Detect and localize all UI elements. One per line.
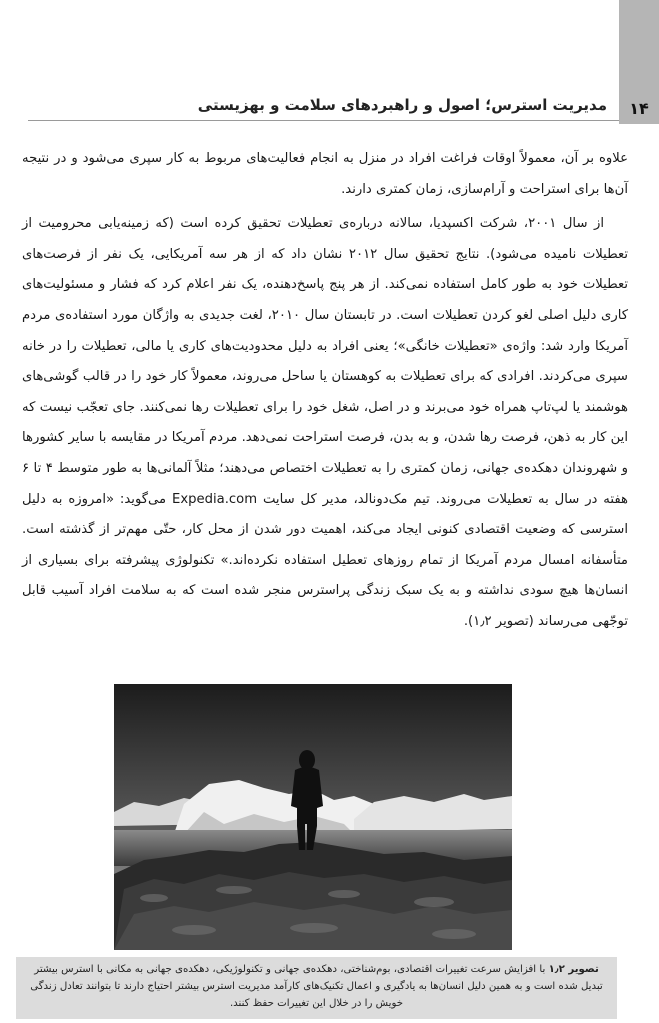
person-on-rocks-icebergs-image (114, 684, 512, 950)
figure-photo (114, 684, 512, 950)
paragraph-1: علاوه بر آن، معمولاً اوقات فراغت افراد در منزل به انجام فعالیت‌های مربوط به کار سپری می‌شود و در نتیجه آن‌ها برای استراحت و آرام‌سازی، زمان کمتری دارند. (22, 151, 628, 197)
caption-text: با افزایش سرعت تغییرات اقتصادی، بوم‌شناختی، دهکده‌ی جهانی و تکنولوژیکی، دهکده‌ی جهانی به مکانی با استرس بیشتر تبدیل شده است و به همین دلیل انسان‌ها به یادگیری و اعمال تکنیک‌های کارآمد مدیریت استرس بیشتر احتیاج دارند تا بتوانند تعادل زندگی خویش را در خلال این تغییرات حفظ کنند. (30, 964, 603, 1009)
page-number: ۱۴ (629, 99, 649, 118)
header-divider (28, 120, 619, 121)
paragraph-2: از سال ۲۰۰۱، شرکت اکسپدیا، سالانه درباره‌ی تعطیلات تحقیق کرده است (که زمینه‌یابی محرومیت از تعطیلات نامیده می‌شود). نتایج تحقیق سال ۲۰۱۲ نشان داد که از هر سه آمریکایی، یک نفر از فرصت‌های تعطیلات خود به طور کامل استفاده نمی‌کند. از هر پنج پاسخ‌دهنده، یک نفر اعلام کرد که فشار و مسئولیت‌های کاری دلیل اصلی لغو کردن تعطیلات است. در تابستان سال ۲۰۱۰، لغت جدیدی به واژگان مورد استفاده‌ی مردم آمریکا وارد شد: واژه‌ی «تعطیلات خانگی»؛ یعنی افراد به دلیل محدودیت‌های کاری یا مالی، تعطیلات را در خانه سپری می‌کردند. افرادی که برای تعطیلات به کوهستان یا ساحل می‌روند، معمولاً کار خود را در قالب گوشی‌های هوشمند یا لپ‌تاپ همراه خود می‌برند و در اصل، شغل خود را برای تعطیلات رها نمی‌کنند. جای تعجّب نیست که این کار به ذهن، فرصت رها شدن، و به بدن، فرصت استراحت نمی‌دهد. مردم آمریکا در مقایسه با سایر کشورها و شهروندان دهکده‌ی جهانی، زمان کمتری را به تعطیلات اختصاص می‌دهند؛ مثلاً آلمانی‌ها به طور متوسط ۴ تا ۶ هفته در سال به تعطیلات می‌روند. تیم مک‌دونالد، مدیر کل سایت Expedia.com می‌گوید: «امروزه به دلیل استرسی که وضعیت اقتصادی کنونی ایجاد می‌کند، اهمیت دور شدن از محل کار، حتّی مهم‌تر از گذشته است. متأسفانه امسال مردم آمریکا از تمام روزهای تعطیل استفاده نکرده‌اند.» تکنولوژی پیشرفته برای بسیاری از انسان‌ها هیچ سودی نداشته و به یک سبک زندگی پراسترس منجر شده است که به سلامت افراد آسیب قابل توجّهی می‌رساند (تصویر ۱٫۲). (22, 216, 628, 629)
page-number-tab (619, 0, 659, 124)
caption-label: تصویر ۱٫۲ (548, 964, 599, 975)
figure-caption (16, 957, 617, 1019)
running-header-title: مدیریت استرس؛ اصول و راهبردهای سلامت و بهزیستی (197, 96, 607, 114)
body-text (22, 144, 628, 642)
